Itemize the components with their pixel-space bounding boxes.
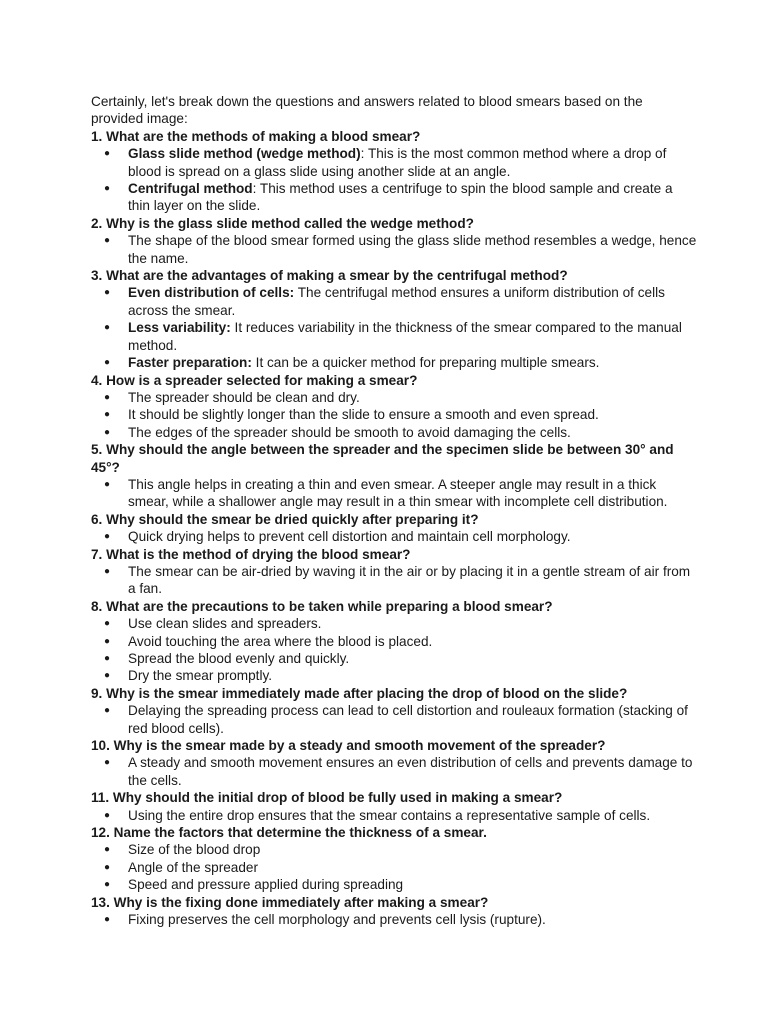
answer-item (91, 563, 698, 598)
qa-block (91, 128, 698, 215)
answer-text: The shape of the blood smear formed using the glass slide method resembles a wedge, hence the name. (128, 233, 697, 266)
answer-item (91, 319, 698, 354)
bullet-icon: ● (104, 653, 111, 664)
question-heading: 11. Why should the initial drop of blood be fully used in making a smear? (91, 790, 563, 806)
bullet-icon: ● (104, 705, 111, 717)
answer-item (91, 841, 698, 858)
answer-item (91, 232, 698, 267)
answer-list (91, 702, 698, 737)
question-heading: 7. What is the method of drying the blood smear? (91, 546, 411, 562)
bullet-icon: ● (104, 861, 111, 873)
answer-item (91, 911, 698, 928)
answer-list (91, 754, 698, 789)
answer-text: Quick drying helps to prevent cell distortion and maintain cell morphology. (128, 529, 571, 545)
qa-block (91, 511, 698, 546)
answer-text: Avoid touching the area where the blood is placed. (128, 633, 433, 649)
answer-item (91, 876, 698, 893)
answer-text: Using the entire drop ensures that the smear contains a representative sample of cells. (128, 807, 651, 823)
bullet-icon: ● (104, 235, 111, 247)
qa-block (91, 441, 698, 511)
bullet-icon: ● (104, 478, 111, 490)
answer-item (91, 476, 698, 511)
question-heading: 3. What are the advantages of making a smear by the centrifugal method? (91, 268, 568, 284)
answer-list (91, 807, 698, 824)
answer-text: : This is the most common method where a drop of blood is spread on a glass slide using another slide at an angle. (128, 146, 667, 179)
qa-block (91, 546, 698, 598)
qa-block (91, 824, 698, 894)
answer-list (91, 232, 698, 267)
answer-item (91, 354, 698, 371)
answer-text: The centrifugal method ensures a uniform distribution of cells across the smear. (128, 285, 665, 318)
answer-text: : This method uses a centrifuge to spin the blood sample and create a thin layer on the slide. (128, 181, 673, 214)
answer-item (91, 145, 698, 180)
question-heading: 13. Why is the fixing done immediately after making a smear? (91, 894, 489, 910)
answer-term: Less variability: (128, 320, 231, 336)
answer-item (91, 633, 698, 650)
answer-text: Delaying the spreading process can lead to cell distortion and rouleaux formation (stacking of red blood cells). (128, 703, 688, 736)
qa-block (91, 789, 698, 824)
question-heading: 6. Why should the smear be dried quickly after preparing it? (91, 511, 479, 527)
answer-item (91, 424, 698, 441)
bullet-icon: ● (104, 183, 111, 195)
answer-text: Size of the blood drop (128, 842, 261, 858)
bullet-icon: ● (104, 531, 111, 543)
bullet-icon: ● (104, 426, 111, 438)
bullet-icon: ● (104, 357, 111, 369)
answer-item (91, 528, 698, 545)
bullet-icon: ● (104, 322, 111, 334)
bullet-icon: ● (104, 635, 111, 647)
qa-list (91, 128, 698, 929)
answer-text: The edges of the spreader should be smooth to avoid damaging the cells. (128, 424, 571, 440)
answer-list (91, 615, 698, 685)
answer-text: Angle of the spreader (128, 859, 258, 875)
answer-list (91, 284, 698, 371)
answer-item (91, 406, 698, 423)
qa-block (91, 267, 698, 371)
qa-block (91, 685, 698, 737)
bullet-icon: ● (104, 757, 111, 769)
answer-item (91, 754, 698, 789)
answer-item (91, 859, 698, 876)
question-heading: 2. Why is the glass slide method called the wedge method? (91, 215, 474, 231)
answer-item (91, 667, 698, 684)
answer-text: Speed and pressure applied during spreading (128, 877, 404, 893)
answer-list (91, 563, 698, 598)
answer-item (91, 702, 698, 737)
answer-list (91, 476, 698, 511)
answer-term: Centrifugal method (128, 181, 253, 197)
answer-text: The smear can be air-dried by waving it in the air or by placing it in a gentle stream of air from a fan. (128, 563, 691, 597)
answer-term: Glass slide method (wedge method) (128, 146, 361, 162)
answer-term: Even distribution of cells: (128, 285, 295, 301)
bullet-icon: ● (104, 809, 111, 821)
question-heading: 1. What are the methods of making a blood smear? (91, 128, 421, 144)
qa-block (91, 894, 698, 929)
question-heading: 10. Why is the smear made by a steady and smooth movement of the spreader? (91, 738, 606, 754)
qa-block (91, 372, 698, 442)
bullet-icon: ● (104, 618, 111, 630)
answer-text: This angle helps in creating a thin and even smear. A steeper angle may result in a thick smear, while a shallower angle may result in a thin smear with incomplete cell distribution. (128, 476, 668, 510)
answer-item (91, 615, 698, 632)
answer-text: Use clean slides and spreaders. (128, 616, 322, 632)
answer-list (91, 528, 698, 545)
answer-text: Fixing preserves the cell morphology and prevents cell lysis (rupture). (128, 912, 546, 928)
question-heading: 9. Why is the smear immediately made after placing the drop of blood on the slide? (91, 685, 628, 701)
answer-item (91, 389, 698, 406)
answer-item (91, 807, 698, 824)
answer-text: Spread the blood evenly and quickly. (128, 651, 350, 666)
bullet-icon: ● (104, 391, 111, 403)
bullet-icon: ● (104, 287, 111, 299)
question-heading: 5. Why should the angle between the spreader and the specimen slide be between 30° and 45°? (91, 442, 674, 475)
bullet-icon: ● (104, 670, 111, 682)
bullet-icon: ● (104, 914, 111, 926)
answer-item (91, 650, 698, 667)
bullet-icon: ● (104, 879, 111, 891)
answer-text: It should be slightly longer than the slide to ensure a smooth and even spread. (128, 407, 599, 423)
answer-list (91, 389, 698, 441)
answer-text: It can be a quicker method for preparing multiple smears. (251, 355, 600, 371)
qa-block (91, 215, 698, 267)
qa-block (91, 598, 698, 685)
answer-item (91, 284, 698, 319)
answer-item (91, 180, 698, 215)
question-heading: 8. What are the precautions to be taken while preparing a blood smear? (91, 598, 553, 614)
question-heading: 12. Name the factors that determine the thickness of a smear. (91, 825, 487, 841)
answer-list (91, 911, 698, 928)
answer-text: Dry the smear promptly. (128, 668, 273, 684)
answer-term: Faster preparation: (128, 355, 252, 371)
answer-list (91, 145, 698, 215)
answer-list (91, 841, 698, 893)
bullet-icon: ● (104, 409, 111, 421)
bullet-icon: ● (104, 844, 111, 856)
qa-block (91, 737, 698, 789)
intro-text: Certainly, let's break down the questions and answers related to blood smears based on the provided image: (91, 94, 643, 127)
bullet-icon: ● (104, 148, 111, 160)
answer-text: It reduces variability in the thickness of the smear compared to the manual method. (128, 320, 682, 353)
answer-text: The spreader should be clean and dry. (128, 389, 360, 405)
question-heading: 4. How is a spreader selected for making a smear? (91, 372, 418, 388)
answer-text: A steady and smooth movement ensures an even distribution of cells and prevents damage to the cells. (128, 755, 693, 788)
bullet-icon: ● (104, 565, 111, 577)
